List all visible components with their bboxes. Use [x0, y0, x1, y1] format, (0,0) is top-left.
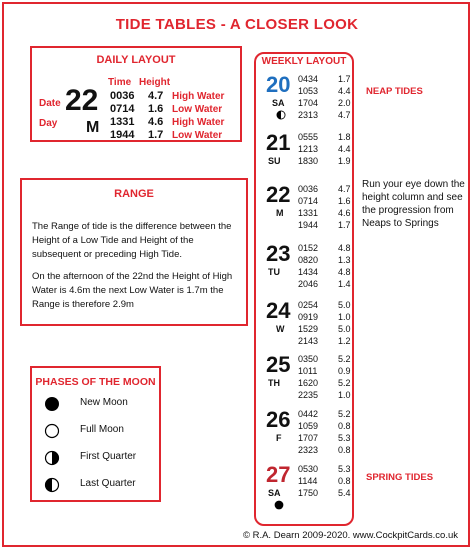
- spring-tides-label: SPRING TIDES: [366, 472, 434, 483]
- last-quarter-icon: [44, 477, 60, 493]
- daily-layout-box: [30, 46, 242, 142]
- tide-height: 1.7: [148, 129, 164, 141]
- tide-height: 0.8: [338, 421, 351, 431]
- tide-time: 0036: [110, 90, 135, 102]
- day-number: 22: [266, 182, 291, 207]
- range-heading: RANGE: [114, 188, 154, 200]
- tide-height: 1.3: [338, 255, 351, 265]
- tide-time: 2313: [298, 110, 319, 120]
- day-of-week: TU: [268, 267, 280, 277]
- tide-time: 0555: [298, 132, 319, 142]
- tide-time: 1830: [298, 156, 319, 166]
- tide-height: 1.6: [338, 196, 351, 206]
- range-definition: The Range of tide is the difference between the Height of a Low Tide and Height of the subsequent or preceding High Tide.: [32, 221, 232, 260]
- tide-height: 4.7: [338, 110, 351, 120]
- tide-time: 1944: [298, 220, 319, 230]
- water-type: High Water: [172, 117, 225, 128]
- tide-time: 0442: [298, 409, 319, 419]
- tide-time: 1707: [298, 433, 319, 443]
- tide-time: 1620: [298, 378, 319, 388]
- new-moon-icon: [274, 500, 284, 510]
- tide-time: 0714: [298, 196, 319, 206]
- tide-height: 4.6: [148, 116, 164, 128]
- day-number: 23: [266, 241, 291, 266]
- tide-height: 1.7: [338, 220, 351, 230]
- tide-height: 4.8: [338, 267, 351, 277]
- day-number: 21: [266, 130, 291, 155]
- moon-phase-label: Full Moon: [80, 424, 124, 435]
- tide-time: 1011: [298, 366, 318, 376]
- tide-height: 1.7: [338, 74, 351, 84]
- new-moon-icon: [44, 396, 60, 412]
- time-column-header: Time: [108, 77, 132, 88]
- weekly-layout-box: [254, 52, 354, 526]
- date-label: Date: [39, 98, 61, 109]
- water-type: High Water: [172, 91, 225, 102]
- tide-height: 5.2: [338, 378, 351, 388]
- tide-height: 4.8: [338, 243, 351, 253]
- tide-height: 5.3: [338, 464, 351, 474]
- day-of-week: F: [276, 433, 282, 443]
- day-of-week: W: [276, 324, 285, 334]
- day-of-week: SU: [268, 156, 281, 166]
- day-number: 24: [266, 298, 291, 323]
- tide-time: 2046: [298, 279, 319, 289]
- tide-time: 0350: [298, 354, 319, 364]
- tide-time: 0530: [298, 464, 319, 474]
- tide-time: 1059: [298, 421, 319, 431]
- tide-height: 5.3: [338, 433, 351, 443]
- tide-height: 4.6: [338, 208, 351, 218]
- day-number: 26: [266, 407, 291, 432]
- tide-time: 1529: [298, 324, 319, 334]
- tide-height: 0.8: [338, 476, 351, 486]
- moon-phase-label: Last Quarter: [80, 478, 136, 489]
- last-quarter-icon: [276, 110, 286, 120]
- weekly-day: [256, 409, 356, 469]
- full-moon-icon: [44, 423, 60, 439]
- day-number: 27: [266, 462, 291, 487]
- tide-height: 4.7: [338, 184, 351, 194]
- tide-height: 1.2: [338, 336, 351, 346]
- tide-time: 0036: [298, 184, 319, 194]
- height-column-header: Height: [139, 77, 171, 88]
- tide-height: 0.8: [338, 445, 351, 455]
- tide-time: 1213: [298, 144, 319, 154]
- tide-time: 1331: [298, 208, 319, 218]
- tide-height: 5.4: [338, 488, 351, 498]
- tide-height: 4.7: [148, 90, 164, 102]
- tide-time: 2323: [298, 445, 319, 455]
- tide-time: 0152: [298, 243, 319, 253]
- tide-height: 5.2: [338, 354, 351, 364]
- tide-time: 1944: [110, 129, 135, 141]
- tide-time: 1144: [298, 476, 318, 486]
- daily-layout-heading: DAILY LAYOUT: [96, 54, 176, 66]
- range-box: [20, 178, 248, 326]
- weekly-day: [256, 464, 356, 524]
- weekly-day: [256, 354, 356, 414]
- neap-tides-label: NEAP TIDES: [366, 86, 423, 97]
- tide-time: 0434: [298, 74, 319, 84]
- page-title: TIDE TABLES - A CLOSER LOOK: [115, 16, 359, 33]
- tide-time: 1704: [298, 98, 319, 108]
- tide-time: 1053: [298, 86, 319, 96]
- water-type: Low Water: [172, 130, 223, 141]
- day-number: 25: [266, 352, 291, 377]
- tide-time: 0820: [298, 255, 319, 265]
- tide-time: 0714: [110, 103, 135, 115]
- progression-note: Run your eye down the height column and see the progression from Neaps to Springs: [362, 179, 465, 229]
- day-of-week: M: [276, 208, 284, 218]
- day-of-week: SA: [268, 488, 281, 498]
- moon-phases-heading: PHASES OF THE MOON: [35, 376, 156, 388]
- tide-height: 1.4: [338, 279, 351, 289]
- tide-height: 5.2: [338, 409, 351, 419]
- tide-height: 5.0: [338, 324, 351, 334]
- weekly-day: [256, 74, 356, 134]
- moon-phase-label: New Moon: [80, 397, 128, 408]
- date-number: 22: [65, 84, 99, 117]
- copyright-notice: © R.A. Dearn 2009-2020. www.CockpitCards.co.uk: [242, 530, 458, 541]
- water-type: Low Water: [172, 104, 223, 115]
- tide-time: 0254: [298, 300, 319, 310]
- range-example: On the afternoon of the 22nd the Height of High Water is 4.6m the next Low Water is 1.7m the Range is therefore 2.9m: [32, 271, 233, 310]
- tide-height: 5.0: [338, 300, 351, 310]
- tide-height: 2.0: [338, 98, 351, 108]
- day-of-week: TH: [268, 378, 280, 388]
- moon-phase-label: First Quarter: [80, 451, 137, 462]
- tide-height: 1.0: [338, 390, 351, 400]
- day-letter: M: [86, 119, 100, 136]
- tide-time: 2143: [298, 336, 319, 346]
- tide-height: 4.4: [338, 86, 351, 96]
- day-number: 20: [266, 72, 291, 97]
- weekly-day: [256, 184, 356, 244]
- day-label: Day: [39, 118, 58, 129]
- day-of-week: SA: [272, 98, 285, 108]
- weekly-day: [256, 300, 356, 360]
- tide-time: 0919: [298, 312, 319, 322]
- tide-time: 2235: [298, 390, 319, 400]
- tide-height: 0.9: [338, 366, 351, 376]
- weekly-layout-heading: WEEKLY LAYOUT: [261, 56, 347, 67]
- tide-height: 1.0: [338, 312, 351, 322]
- first-quarter-icon: [44, 450, 60, 466]
- tide-time: 1750: [298, 488, 319, 498]
- tide-height: 1.9: [338, 156, 351, 166]
- moon-phases-box: [30, 366, 161, 502]
- tide-time: 1331: [110, 116, 135, 128]
- weekly-day: [256, 243, 356, 303]
- tide-height: 1.8: [338, 132, 351, 142]
- tide-time: 1434: [298, 267, 319, 277]
- tide-height: 4.4: [338, 144, 351, 154]
- tide-height: 1.6: [148, 103, 164, 115]
